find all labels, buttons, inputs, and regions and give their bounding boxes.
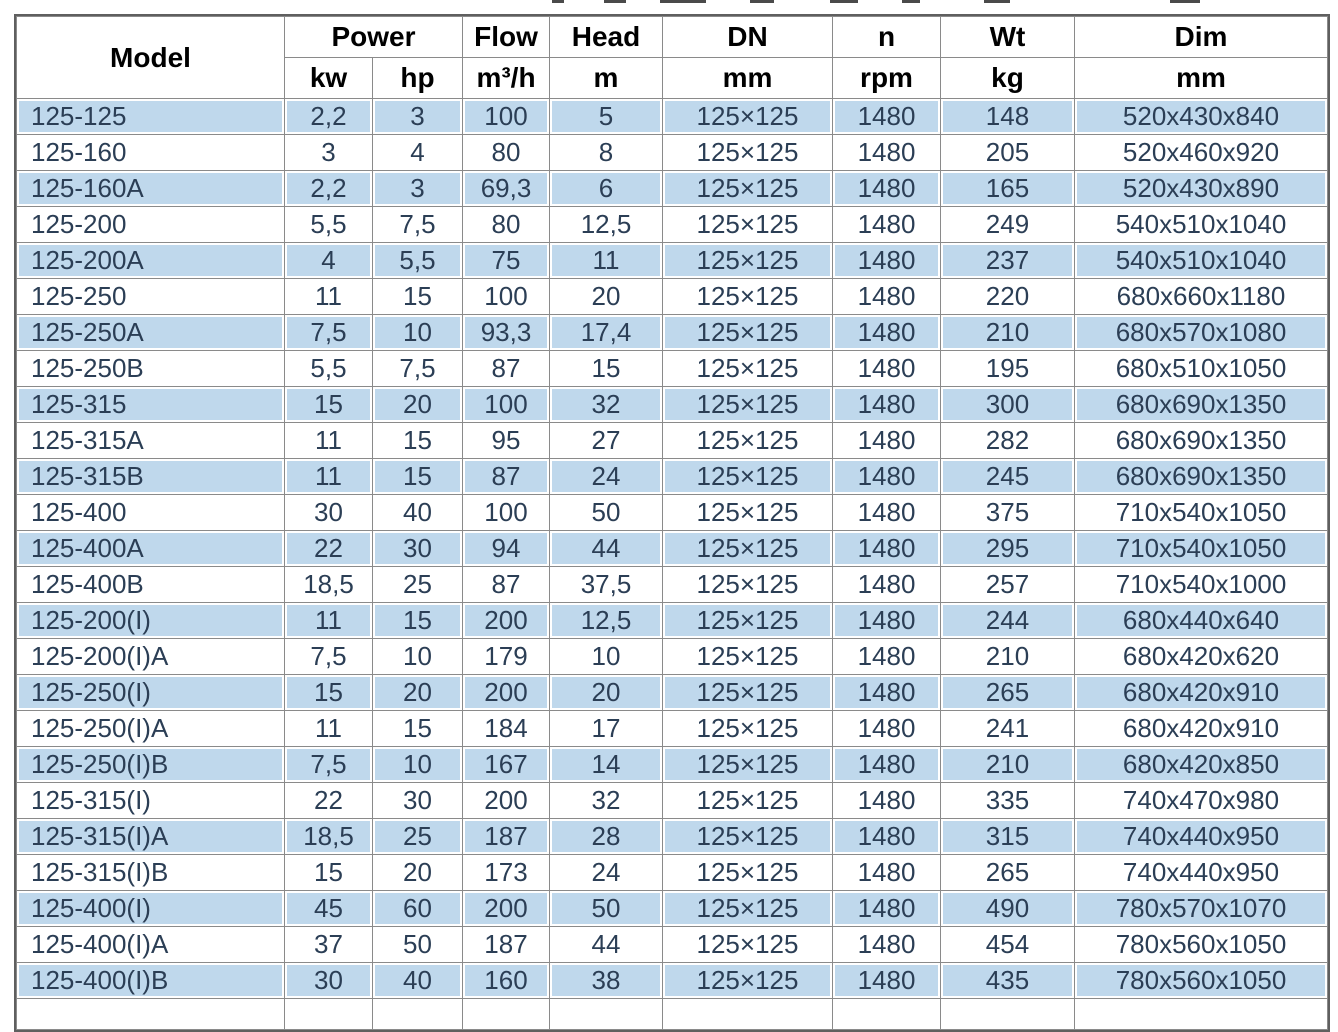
- cell-power-hp: 15: [373, 711, 462, 746]
- cell-flow: 87: [463, 567, 549, 602]
- table-row: [17, 639, 1327, 674]
- cell-dn: 125×125: [663, 855, 832, 890]
- cell-power-hp: 20: [373, 855, 462, 890]
- cell-power-kw: 22: [285, 783, 372, 818]
- header-flow: Flow: [463, 17, 549, 57]
- cell-wt: 300: [941, 387, 1074, 422]
- cell-n: 1480: [833, 207, 940, 242]
- cell-power-kw: 15: [285, 387, 372, 422]
- cell-model: 125-400B: [17, 567, 284, 602]
- cell-dim: 680x660x1180: [1075, 279, 1327, 314]
- cell-model: 125-400(I)A: [17, 927, 284, 962]
- cell-flow: 187: [463, 927, 549, 962]
- cell-empty: [285, 999, 372, 1029]
- cell-n: 1480: [833, 315, 940, 350]
- cell-model: 125-315B: [17, 459, 284, 494]
- cell-model: 125-315: [17, 387, 284, 422]
- header-unit-dn: mm: [663, 58, 832, 98]
- cell-head: 6: [550, 171, 662, 206]
- cell-power-hp: 3: [373, 99, 462, 134]
- cell-n: 1480: [833, 459, 940, 494]
- cell-dim: 780x560x1050: [1075, 963, 1327, 998]
- cell-power-kw: 11: [285, 423, 372, 458]
- cell-flow: 200: [463, 675, 549, 710]
- table-row: [17, 603, 1327, 638]
- cell-power-kw: 11: [285, 603, 372, 638]
- cell-dim: 710x540x1000: [1075, 567, 1327, 602]
- cell-n: 1480: [833, 639, 940, 674]
- cell-n: 1480: [833, 819, 940, 854]
- cell-empty: [833, 999, 940, 1029]
- cell-wt: 205: [941, 135, 1074, 170]
- header-unit-wt: kg: [941, 58, 1074, 98]
- table-row: [17, 531, 1327, 566]
- header-model: Model: [17, 17, 284, 98]
- partial-cropped-row: [17, 999, 1327, 1029]
- cell-model: 125-250(I): [17, 675, 284, 710]
- cell-dn: 125×125: [663, 819, 832, 854]
- cell-dim: 710x540x1050: [1075, 531, 1327, 566]
- cell-power-hp: 40: [373, 963, 462, 998]
- cell-head: 37,5: [550, 567, 662, 602]
- cell-head: 14: [550, 747, 662, 782]
- cell-wt: 237: [941, 243, 1074, 278]
- cell-power-hp: 7,5: [373, 351, 462, 386]
- cell-model: 125-315(I)B: [17, 855, 284, 890]
- cell-dim: 740x470x980: [1075, 783, 1327, 818]
- cell-power-kw: 11: [285, 279, 372, 314]
- cell-flow: 100: [463, 99, 549, 134]
- cell-n: 1480: [833, 675, 940, 710]
- cell-model: 125-400: [17, 495, 284, 530]
- cell-model: 125-250(I)B: [17, 747, 284, 782]
- pump-specs-table: [14, 14, 1330, 1032]
- cropped-row-remnant: [0, 0, 1338, 4]
- cell-flow: 100: [463, 279, 549, 314]
- table-row: [17, 963, 1327, 998]
- cell-power-hp: 7,5: [373, 207, 462, 242]
- cell-dim: 780x570x1070: [1075, 891, 1327, 926]
- cell-power-kw: 3: [285, 135, 372, 170]
- cell-dim: 780x560x1050: [1075, 927, 1327, 962]
- cell-dn: 125×125: [663, 495, 832, 530]
- cell-flow: 100: [463, 495, 549, 530]
- cell-dn: 125×125: [663, 783, 832, 818]
- cell-wt: 165: [941, 171, 1074, 206]
- cell-dn: 125×125: [663, 711, 832, 746]
- cell-dn: 125×125: [663, 747, 832, 782]
- table-row: [17, 675, 1327, 710]
- cell-head: 32: [550, 387, 662, 422]
- header-dim: Dim: [1075, 17, 1327, 57]
- cell-dim: 680x570x1080: [1075, 315, 1327, 350]
- header-unit-dim: mm: [1075, 58, 1327, 98]
- cell-power-hp: 10: [373, 639, 462, 674]
- cell-power-hp: 3: [373, 171, 462, 206]
- cell-dim: 680x420x910: [1075, 675, 1327, 710]
- cell-dn: 125×125: [663, 351, 832, 386]
- cell-dn: 125×125: [663, 387, 832, 422]
- cell-dim: 680x690x1350: [1075, 387, 1327, 422]
- header-unit-flow: m³/h: [463, 58, 549, 98]
- cell-model: 125-160A: [17, 171, 284, 206]
- cell-dim: 540x510x1040: [1075, 243, 1327, 278]
- cell-head: 17,4: [550, 315, 662, 350]
- table-row: [17, 171, 1327, 206]
- cell-empty: [550, 999, 662, 1029]
- cell-model: 125-200: [17, 207, 284, 242]
- cell-wt: 265: [941, 675, 1074, 710]
- cell-model: 125-200A: [17, 243, 284, 278]
- cell-flow: 167: [463, 747, 549, 782]
- cell-head: 27: [550, 423, 662, 458]
- cell-power-kw: 30: [285, 495, 372, 530]
- cell-flow: 160: [463, 963, 549, 998]
- cell-head: 44: [550, 531, 662, 566]
- cell-n: 1480: [833, 531, 940, 566]
- cell-power-hp: 10: [373, 315, 462, 350]
- cell-n: 1480: [833, 495, 940, 530]
- cell-dim: 540x510x1040: [1075, 207, 1327, 242]
- cell-empty: [941, 999, 1074, 1029]
- cell-model: 125-315A: [17, 423, 284, 458]
- cell-power-hp: 50: [373, 927, 462, 962]
- cell-power-hp: 20: [373, 675, 462, 710]
- cell-head: 44: [550, 927, 662, 962]
- cell-model: 125-315(I): [17, 783, 284, 818]
- cell-n: 1480: [833, 135, 940, 170]
- cell-dn: 125×125: [663, 315, 832, 350]
- cell-power-kw: 37: [285, 927, 372, 962]
- cell-wt: 454: [941, 927, 1074, 962]
- cell-n: 1480: [833, 963, 940, 998]
- cell-head: 20: [550, 675, 662, 710]
- cell-wt: 375: [941, 495, 1074, 530]
- cell-head: 11: [550, 243, 662, 278]
- cell-dim: 680x690x1350: [1075, 423, 1327, 458]
- cell-dn: 125×125: [663, 963, 832, 998]
- cell-power-kw: 15: [285, 855, 372, 890]
- table-row: [17, 783, 1327, 818]
- cell-dn: 125×125: [663, 927, 832, 962]
- cell-model: 125-250A: [17, 315, 284, 350]
- table-row: [17, 423, 1327, 458]
- cell-power-kw: 4: [285, 243, 372, 278]
- cell-power-kw: 45: [285, 891, 372, 926]
- cell-flow: 200: [463, 783, 549, 818]
- cell-wt: 195: [941, 351, 1074, 386]
- cell-head: 50: [550, 495, 662, 530]
- cell-dn: 125×125: [663, 459, 832, 494]
- cell-model: 125-400A: [17, 531, 284, 566]
- cell-power-hp: 20: [373, 387, 462, 422]
- cell-power-hp: 30: [373, 783, 462, 818]
- cell-head: 32: [550, 783, 662, 818]
- header-unit-n: rpm: [833, 58, 940, 98]
- header-head: Head: [550, 17, 662, 57]
- cell-power-hp: 15: [373, 423, 462, 458]
- cell-n: 1480: [833, 783, 940, 818]
- cell-flow: 93,3: [463, 315, 549, 350]
- table-row: [17, 207, 1327, 242]
- cell-wt: 490: [941, 891, 1074, 926]
- cell-wt: 249: [941, 207, 1074, 242]
- cell-dn: 125×125: [663, 279, 832, 314]
- header-unit-kw: kw: [285, 58, 372, 98]
- cell-wt: 148: [941, 99, 1074, 134]
- cell-dim: 520x460x920: [1075, 135, 1327, 170]
- cell-flow: 100: [463, 387, 549, 422]
- cell-power-hp: 15: [373, 603, 462, 638]
- cell-wt: 265: [941, 855, 1074, 890]
- table-row: [17, 819, 1327, 854]
- cell-head: 12,5: [550, 603, 662, 638]
- cell-wt: 220: [941, 279, 1074, 314]
- cell-dim: 520x430x890: [1075, 171, 1327, 206]
- cell-dn: 125×125: [663, 531, 832, 566]
- cell-wt: 335: [941, 783, 1074, 818]
- cell-n: 1480: [833, 99, 940, 134]
- cell-model: 125-125: [17, 99, 284, 134]
- cell-empty: [1075, 999, 1327, 1029]
- cell-power-kw: 7,5: [285, 315, 372, 350]
- cell-power-hp: 30: [373, 531, 462, 566]
- cell-n: 1480: [833, 855, 940, 890]
- cell-power-kw: 30: [285, 963, 372, 998]
- cell-flow: 187: [463, 819, 549, 854]
- cell-n: 1480: [833, 927, 940, 962]
- cell-power-hp: 4: [373, 135, 462, 170]
- cell-head: 5: [550, 99, 662, 134]
- table-row: [17, 315, 1327, 350]
- table-row: [17, 567, 1327, 602]
- cell-head: 17: [550, 711, 662, 746]
- table-row: [17, 927, 1327, 962]
- cell-n: 1480: [833, 387, 940, 422]
- header-unit-head: m: [550, 58, 662, 98]
- cell-flow: 200: [463, 891, 549, 926]
- cell-wt: 210: [941, 639, 1074, 674]
- table-row: [17, 495, 1327, 530]
- cell-flow: 179: [463, 639, 549, 674]
- cell-flow: 75: [463, 243, 549, 278]
- cell-model: 125-200(I): [17, 603, 284, 638]
- cell-model: 125-400(I): [17, 891, 284, 926]
- cell-n: 1480: [833, 747, 940, 782]
- cell-power-hp: 5,5: [373, 243, 462, 278]
- header-wt: Wt: [941, 17, 1074, 57]
- cell-wt: 210: [941, 315, 1074, 350]
- cell-empty: [17, 999, 284, 1029]
- cell-dn: 125×125: [663, 603, 832, 638]
- cell-dn: 125×125: [663, 243, 832, 278]
- cell-flow: 69,3: [463, 171, 549, 206]
- cell-flow: 95: [463, 423, 549, 458]
- cell-dim: 680x440x640: [1075, 603, 1327, 638]
- cell-n: 1480: [833, 279, 940, 314]
- cell-power-kw: 11: [285, 459, 372, 494]
- cell-model: 125-250B: [17, 351, 284, 386]
- cell-n: 1480: [833, 243, 940, 278]
- cell-dim: 710x540x1050: [1075, 495, 1327, 530]
- cell-power-hp: 15: [373, 459, 462, 494]
- table-row: [17, 891, 1327, 926]
- table-row: [17, 711, 1327, 746]
- cell-dn: 125×125: [663, 171, 832, 206]
- cell-head: 28: [550, 819, 662, 854]
- table-row: [17, 279, 1327, 314]
- header-dn: DN: [663, 17, 832, 57]
- cell-wt: 435: [941, 963, 1074, 998]
- table-row: [17, 351, 1327, 386]
- cell-wt: 282: [941, 423, 1074, 458]
- cell-dim: 680x420x910: [1075, 711, 1327, 746]
- cell-power-kw: 22: [285, 531, 372, 566]
- cell-empty: [663, 999, 832, 1029]
- cell-power-hp: 60: [373, 891, 462, 926]
- cell-dim: 680x510x1050: [1075, 351, 1327, 386]
- cell-n: 1480: [833, 171, 940, 206]
- cell-flow: 87: [463, 459, 549, 494]
- cell-model: 125-160: [17, 135, 284, 170]
- cell-n: 1480: [833, 351, 940, 386]
- cell-empty: [463, 999, 549, 1029]
- cell-flow: 200: [463, 603, 549, 638]
- cell-power-kw: 7,5: [285, 747, 372, 782]
- header-power: Power: [285, 17, 462, 57]
- cell-n: 1480: [833, 567, 940, 602]
- cell-wt: 244: [941, 603, 1074, 638]
- cell-dim: 680x420x620: [1075, 639, 1327, 674]
- table-row: [17, 387, 1327, 422]
- cell-head: 38: [550, 963, 662, 998]
- cell-wt: 210: [941, 747, 1074, 782]
- cell-power-kw: 2,2: [285, 99, 372, 134]
- cell-empty: [373, 999, 462, 1029]
- table-body: [17, 99, 1327, 1029]
- header-n: n: [833, 17, 940, 57]
- table-row: [17, 459, 1327, 494]
- cell-dn: 125×125: [663, 207, 832, 242]
- cell-model: 125-315(I)A: [17, 819, 284, 854]
- cell-model: 125-250(I)A: [17, 711, 284, 746]
- cell-dn: 125×125: [663, 135, 832, 170]
- cell-flow: 184: [463, 711, 549, 746]
- cell-flow: 94: [463, 531, 549, 566]
- cell-power-kw: 7,5: [285, 639, 372, 674]
- cell-wt: 245: [941, 459, 1074, 494]
- header-unit-hp: hp: [373, 58, 462, 98]
- cell-wt: 241: [941, 711, 1074, 746]
- cell-power-kw: 18,5: [285, 567, 372, 602]
- cell-wt: 315: [941, 819, 1074, 854]
- cell-n: 1480: [833, 891, 940, 926]
- table-row: [17, 243, 1327, 278]
- cell-head: 10: [550, 639, 662, 674]
- cell-power-kw: 5,5: [285, 351, 372, 386]
- cell-power-kw: 11: [285, 711, 372, 746]
- cell-power-kw: 2,2: [285, 171, 372, 206]
- cell-power-hp: 40: [373, 495, 462, 530]
- table-row: [17, 855, 1327, 890]
- cell-dim: 680x690x1350: [1075, 459, 1327, 494]
- cell-flow: 87: [463, 351, 549, 386]
- cell-power-hp: 10: [373, 747, 462, 782]
- cell-model: 125-400(I)B: [17, 963, 284, 998]
- cell-head: 20: [550, 279, 662, 314]
- cell-n: 1480: [833, 423, 940, 458]
- cell-head: 50: [550, 891, 662, 926]
- cell-head: 8: [550, 135, 662, 170]
- cell-power-hp: 15: [373, 279, 462, 314]
- cell-flow: 80: [463, 207, 549, 242]
- table-row: [17, 135, 1327, 170]
- cell-dn: 125×125: [663, 891, 832, 926]
- cell-power-kw: 15: [285, 675, 372, 710]
- cell-dim: 740x440x950: [1075, 819, 1327, 854]
- cell-power-hp: 25: [373, 819, 462, 854]
- cell-dn: 125×125: [663, 675, 832, 710]
- cell-model: 125-250: [17, 279, 284, 314]
- cell-head: 24: [550, 855, 662, 890]
- cell-head: 15: [550, 351, 662, 386]
- cell-dn: 125×125: [663, 99, 832, 134]
- table-header: [17, 17, 1327, 98]
- cell-dim: 520x430x840: [1075, 99, 1327, 134]
- cell-flow: 80: [463, 135, 549, 170]
- cell-wt: 257: [941, 567, 1074, 602]
- cell-dn: 125×125: [663, 423, 832, 458]
- cell-power-hp: 25: [373, 567, 462, 602]
- cell-head: 12,5: [550, 207, 662, 242]
- cell-dim: 740x440x950: [1075, 855, 1327, 890]
- cell-power-kw: 5,5: [285, 207, 372, 242]
- cell-model: 125-200(I)A: [17, 639, 284, 674]
- cell-dn: 125×125: [663, 567, 832, 602]
- cell-head: 24: [550, 459, 662, 494]
- table-row: [17, 747, 1327, 782]
- cell-wt: 295: [941, 531, 1074, 566]
- table-row: [17, 99, 1327, 134]
- cell-dn: 125×125: [663, 639, 832, 674]
- cell-n: 1480: [833, 603, 940, 638]
- cell-n: 1480: [833, 711, 940, 746]
- cell-dim: 680x420x850: [1075, 747, 1327, 782]
- cell-power-kw: 18,5: [285, 819, 372, 854]
- cell-flow: 173: [463, 855, 549, 890]
